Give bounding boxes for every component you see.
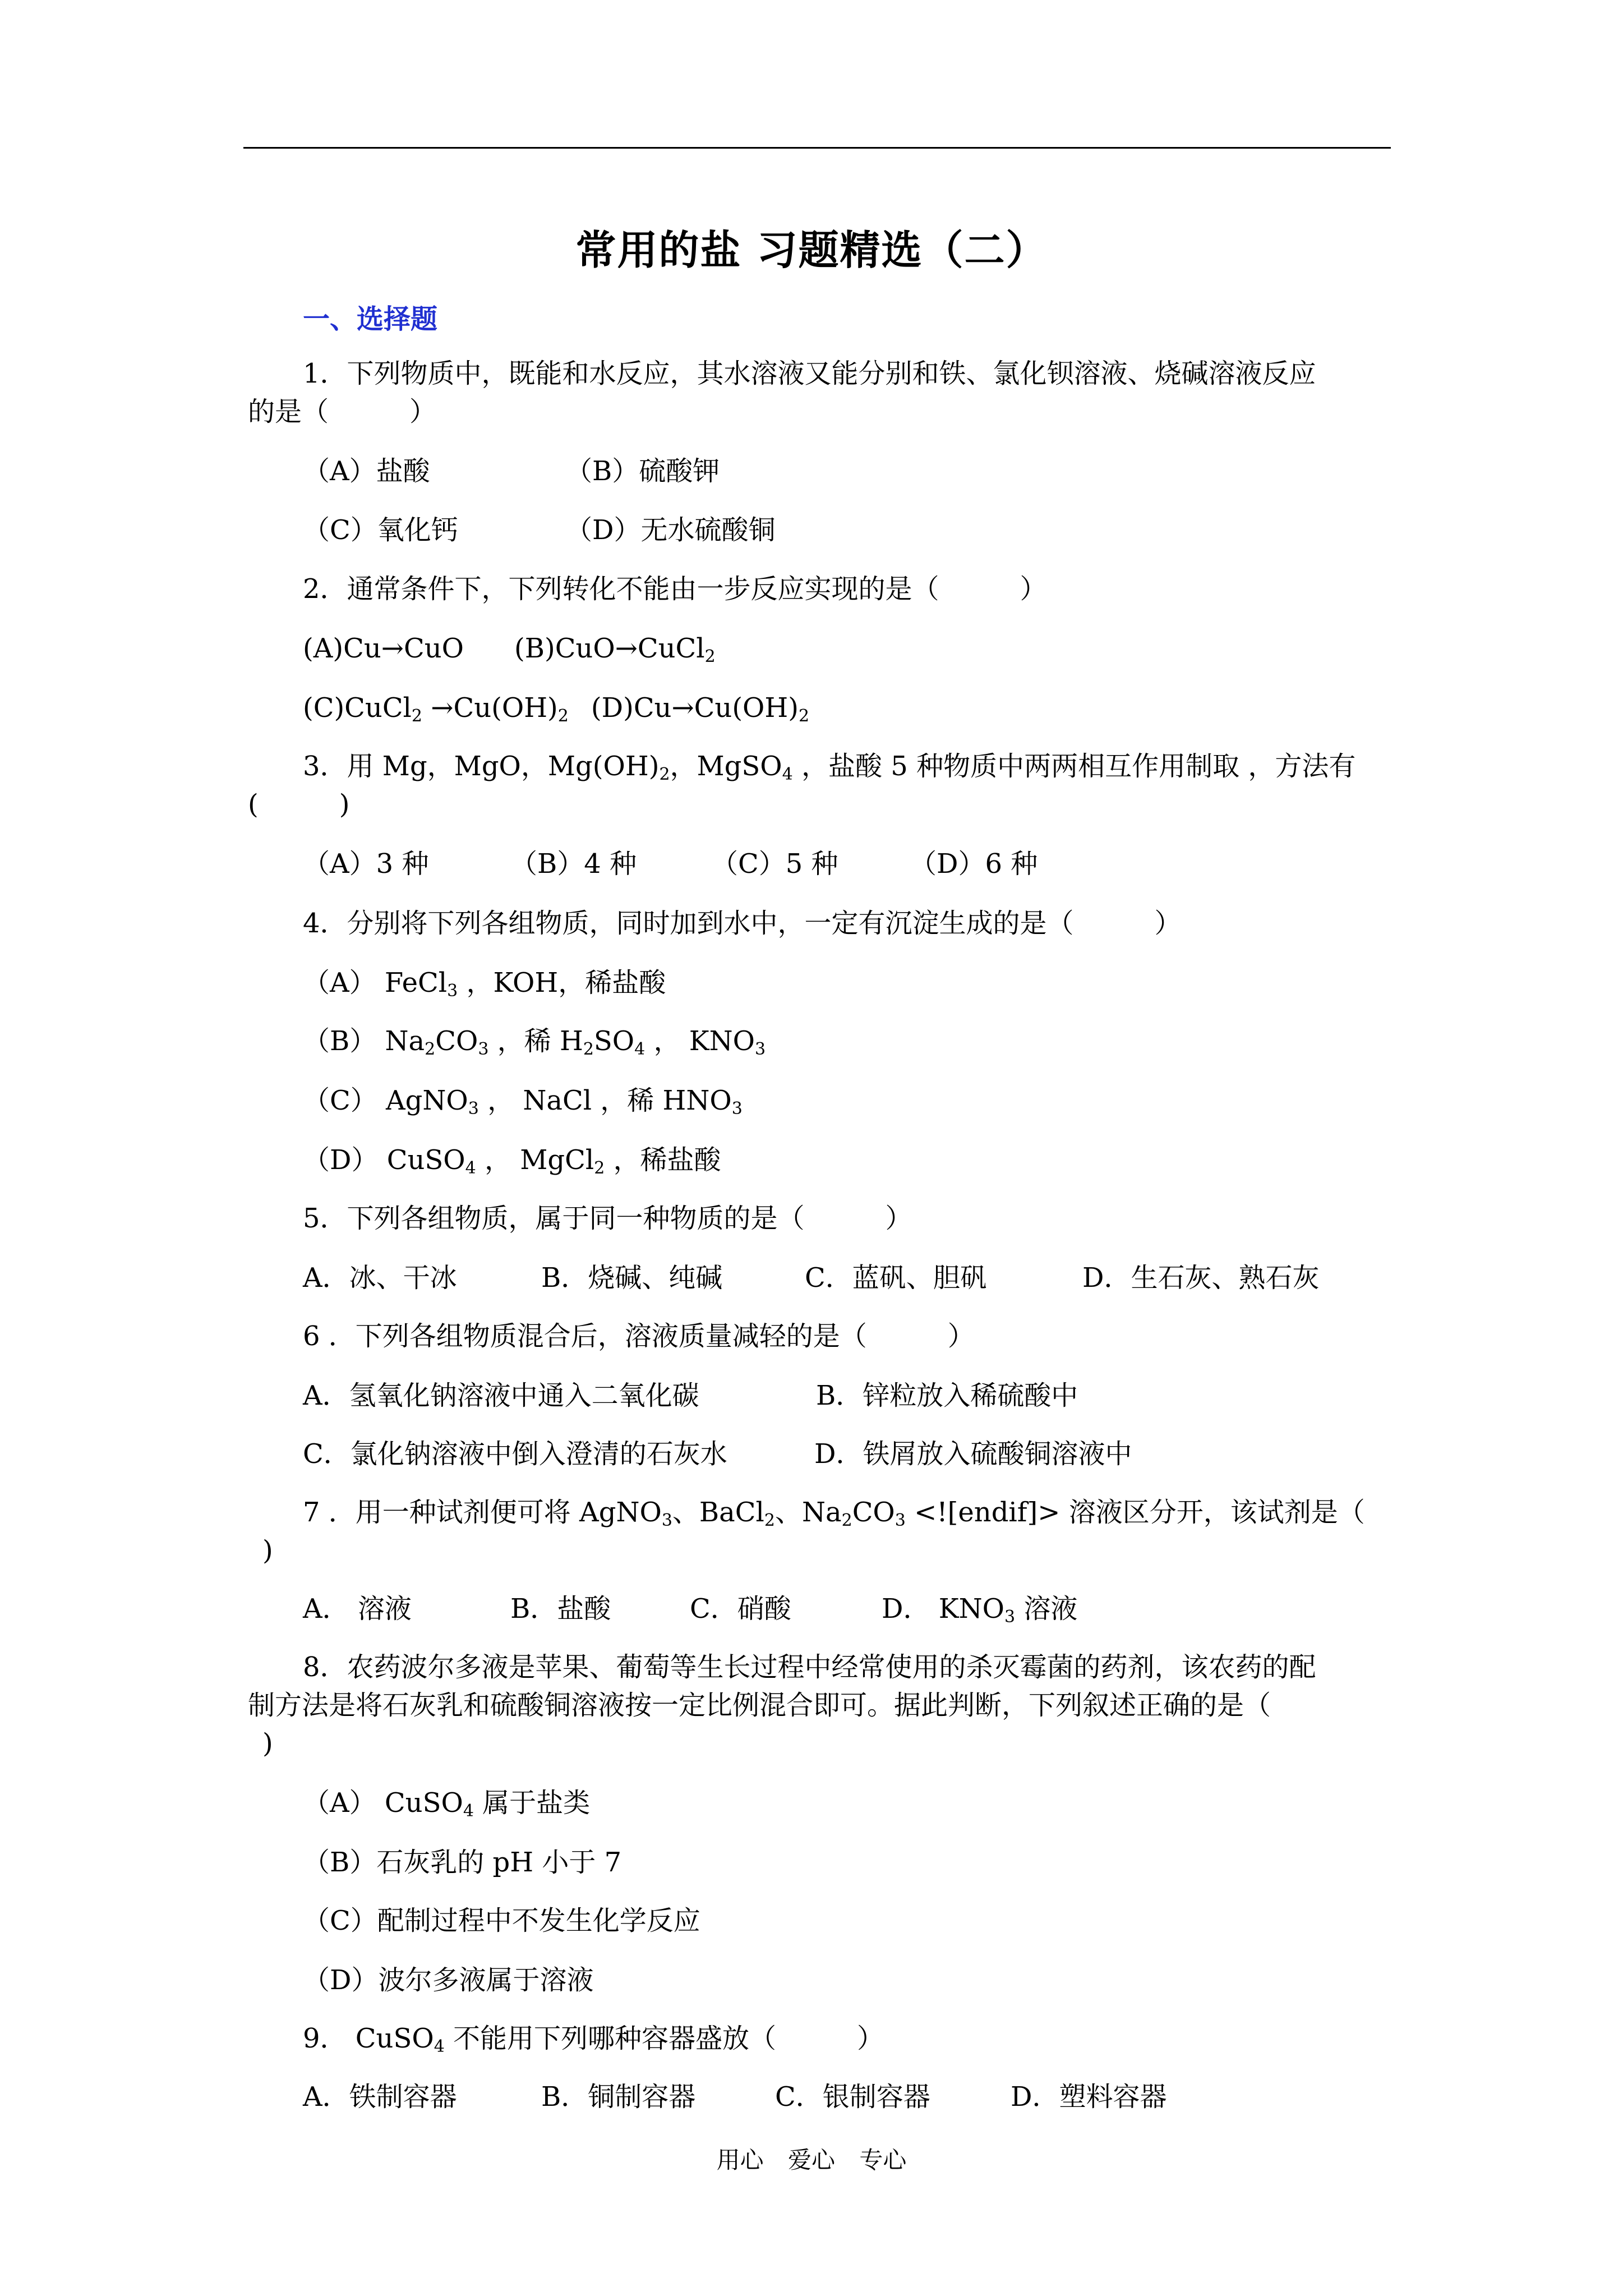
question-4-option-c: （C） AgNO$_3$ ， NaCl ，稀 $HNO_3$ [303,1085,743,1119]
question-9-option-c: C．银制容器 [775,2081,930,2113]
header-rule [243,147,1391,149]
question-7-option-b: B．盐酸 [510,1593,611,1625]
question-5-option-c: C．蓝矾、胆矾 [805,1262,987,1294]
question-6-option-a: A．氢氧化钠溶液中通入二氧化碳 [303,1380,699,1411]
question-1-option-c: （C）氧化钙 [303,514,458,546]
question-7-option-c: C．硝酸 [690,1593,791,1625]
question-4-option-d: （D） CuSO$_4$ ， MgCl$_2$ ，稀盐酸 [303,1144,721,1178]
question-1-option-d: （D）无水硫酸铜 [565,514,776,546]
question-8-option-b: （B）石灰乳的 pH 小于 7 [303,1847,622,1878]
question-9-option-d: D．塑料容器 [1011,2081,1167,2113]
question-3-stem: 3．用 Mg，MgO，$Mg(OH)_2$，MgSO$_4$ ，盐酸 5 种物质中两两相互作用制取 ，方法有 [303,751,1356,784]
question-9-option-b: B．铜制容器 [541,2081,696,2113]
question-7-option-a: A． 溶液 [303,1593,412,1625]
question-3-option-c: （C）5 种 [711,848,838,880]
question-4-stem: 4．分别将下列各组物质，同时加到水中，一定有沉淀生成的是（ ） [303,908,1182,939]
question-8-option-c: （C）配制过程中不发生化学反应 [303,1905,700,1936]
question-6-stem: 6 ．下列各组物质混合后，溶液质量减轻的是（ ） [303,1320,975,1352]
question-5-stem: 5．下列各组物质，属于同一种物质的是（ ） [303,1203,912,1234]
question-3-stem-cont: ( ) [248,789,350,820]
question-8-stem-cont: 制方法是将石灰乳和硫酸铜溶液按一定比例混合即可。据此判断，下列叙述正确的是（ [248,1690,1271,1721]
question-3-option-d: （D）6 种 [910,848,1038,880]
question-6-option-c: C．氯化钠溶液中倒入澄清的石灰水 [303,1438,727,1470]
question-2-options-cd: (C)CuCl$_2$ $\to Cu(OH)_2$ $(D)Cu\to Cu(OH)_2$ [303,692,810,726]
page-title: 常用的盐 习题精选（二） [575,227,1048,274]
question-8-option-a: （A） CuSO$_4$ 属于盐类 [303,1787,591,1821]
question-4-option-b: （B） $Na_2CO_3$ ，稀 $H_2SO_4$ ， $KNO_3$ [303,1025,766,1059]
section-heading: 一、选择题 [303,303,438,335]
question-2-option-d: (D)Cu→Cu(OH) [591,692,799,724]
question-2-option-a: (A)Cu→CuO [303,633,464,664]
question-9-stem: 9． CuSO$_4$ 不能用下列哪种容器盛放（ ） [303,2023,884,2056]
question-2-options-ab: (A)Cu→CuO (B)CuO→CuCl$_2$ [303,633,716,666]
question-3-option-b: （B）4 种 [510,848,637,880]
question-8-option-d: （D）波尔多液属于溶液 [303,1964,594,1996]
question-5-option-b: B．烧碱、纯碱 [541,1262,723,1294]
question-2-option-b: (B)CuO→CuCl [514,633,705,664]
question-3-option-a: （A）3 种 [303,848,429,880]
question-1-option-b: （B）硫酸钾 [565,455,720,487]
page-footer: 用心 爱心 专心 [716,2146,907,2174]
question-5-option-a: A．冰、干冰 [303,1262,457,1294]
question-1-stem-cont: 的是（ ） [248,396,437,427]
question-1-option-a: （A）盐酸 [303,455,430,487]
question-9-option-a: A．铁制容器 [303,2081,457,2113]
question-7-stem: 7 ．用一种试剂便可将 AgNO$_3$、BaCl$_2$、$Na_2CO_3$ <![endif]> 溶液区分开，该试剂是（ [303,1497,1365,1530]
question-6-option-d: D．铁屑放入硫酸铜溶液中 [814,1438,1132,1470]
question-5-option-d: D．生石灰、熟石灰 [1082,1262,1320,1294]
question-7-stem-cont: ) [262,1535,273,1566]
question-6-option-b: B．锌粒放入稀硫酸中 [816,1380,1078,1411]
question-1-stem: 1．下列物质中，既能和水反应，其水溶液又能分别和铁、氯化钡溶液、烧碱溶液反应 [303,358,1316,389]
question-2-option-c: (C)CuCl [303,692,412,724]
question-2-stem: 2．通常条件下，下列转化不能由一步反应实现的是（ ） [303,573,1047,605]
question-4-option-a: （A） FeCl$_3$ ，KOH，稀盐酸 [303,967,666,1001]
question-7-option-d: D． $KNO_3$ 溶液 [882,1593,1078,1627]
question-8-stem: 8．农药波尔多液是苹果、葡萄等生长过程中经常使用的杀灭霉菌的药剂，该农药的配 [303,1651,1316,1683]
question-8-stem-close: ) [262,1728,273,1759]
